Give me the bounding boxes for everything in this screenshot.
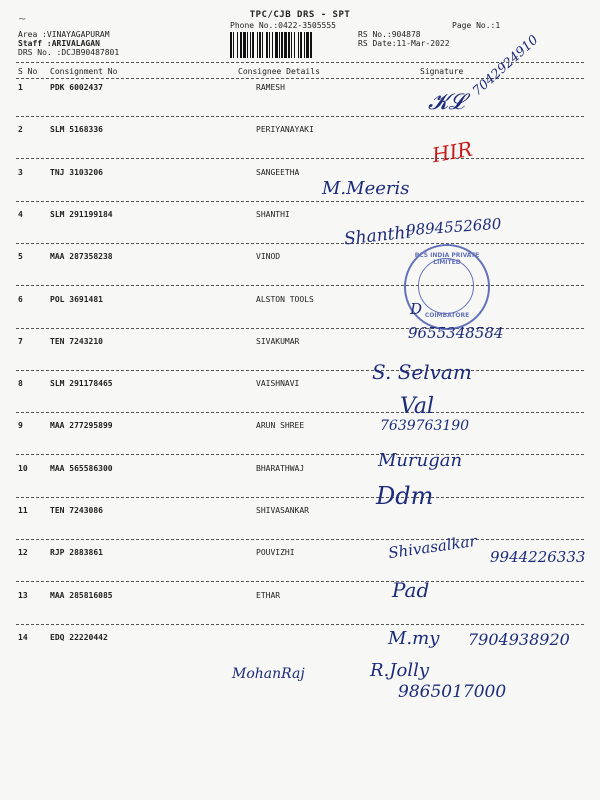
row-consignee: ETHAR bbox=[256, 591, 281, 600]
row-serial: 11 bbox=[18, 506, 28, 515]
phone-row-8: 7639763190 bbox=[380, 418, 470, 434]
row-divider bbox=[16, 497, 584, 498]
col-header-sno: S No bbox=[18, 67, 38, 76]
row-serial: 13 bbox=[18, 591, 28, 600]
row-consignee: PERIYANAYAKI bbox=[256, 125, 314, 134]
row-consignee: RAMESH bbox=[256, 83, 285, 92]
signature-row-1: 𝓚𝓛 bbox=[428, 90, 465, 115]
row-divider bbox=[16, 370, 584, 371]
barcode bbox=[230, 32, 354, 58]
row-consignment-no: TEN 7243086 bbox=[50, 506, 103, 515]
row-divider bbox=[16, 539, 584, 540]
page-number: Page No.:1 bbox=[452, 21, 501, 30]
row-consignment-no: PDK 6002437 bbox=[50, 83, 103, 92]
row-consignee: SHIVASANKAR bbox=[256, 506, 309, 515]
row-divider bbox=[16, 454, 584, 455]
row-consignee: ALSTON TOOLS bbox=[256, 295, 314, 304]
col-header-consignment: Consignment No bbox=[50, 67, 118, 76]
row-consignment-no: MAA 285816085 bbox=[50, 591, 113, 600]
row-divider bbox=[16, 243, 584, 244]
signature-row-9: Murugan bbox=[378, 450, 463, 471]
drs-number: DRS No. :DCJB90487801 bbox=[18, 48, 120, 57]
row-consignment-no: SLM 291178465 bbox=[50, 379, 113, 388]
staff-label: Staff :ARIVALAGAN bbox=[18, 39, 100, 48]
phone-row-1: 7042924910 bbox=[470, 32, 542, 100]
signature-row-4: Shanthi bbox=[343, 222, 412, 250]
signature-row-2: HIR bbox=[430, 136, 475, 168]
stamp-text: PCS INDIA PRIVATE LIMITED bbox=[414, 252, 480, 266]
signature-row-3: M.Meeris bbox=[322, 178, 410, 199]
rs-number: RS No.:904878 bbox=[358, 30, 421, 39]
signature-row-6: D bbox=[410, 300, 423, 318]
row-serial: 10 bbox=[18, 464, 28, 473]
signature-row-13: M.my bbox=[388, 628, 440, 649]
row-serial: 7 bbox=[18, 337, 23, 346]
signature-row-10: Ddm bbox=[376, 482, 434, 510]
signature-row-7: S. Selvam bbox=[372, 360, 472, 384]
row-serial: 8 bbox=[18, 379, 23, 388]
sheet-title: TPC/CJB DRS - SPT bbox=[249, 10, 351, 20]
row-consignment-no: RJP 2883861 bbox=[50, 548, 103, 557]
barcode-bar bbox=[312, 32, 313, 58]
row-consignee: BHARATHWAJ bbox=[256, 464, 305, 473]
header-right-block bbox=[358, 30, 450, 48]
phone-row-11: 9944226333 bbox=[490, 548, 586, 566]
row-consignee: VINOD bbox=[256, 252, 281, 261]
row-consignment-no: MAA 277295899 bbox=[50, 421, 113, 430]
row-serial: 14 bbox=[18, 633, 28, 642]
row-consignee: SIVAKUMAR bbox=[256, 337, 300, 346]
stamp-inner-ring bbox=[418, 258, 474, 314]
row-serial: 1 bbox=[18, 83, 23, 92]
phone-row-4: 9894552680 bbox=[405, 214, 502, 240]
phone-number: Phone No.:0422-3505555 bbox=[230, 21, 336, 30]
phone-row-13: 7904938920 bbox=[468, 630, 570, 649]
row-divider bbox=[16, 116, 584, 117]
row-divider bbox=[16, 412, 584, 413]
corner-mark: ~ bbox=[18, 14, 27, 25]
signature-row-12: Pad bbox=[392, 578, 430, 602]
row-divider bbox=[16, 624, 584, 625]
phone-row-6: 9655348584 bbox=[408, 324, 504, 342]
row-serial: 3 bbox=[18, 168, 23, 177]
row-consignment-no: MAA 565586300 bbox=[50, 464, 113, 473]
row-divider bbox=[16, 201, 584, 202]
row-serial: 6 bbox=[18, 295, 23, 304]
row-consignment-no: TNJ 3103206 bbox=[50, 168, 103, 177]
row-consignment-no: POL 3691481 bbox=[50, 295, 103, 304]
phone-row-14: 9865017000 bbox=[398, 682, 507, 702]
row-serial: 4 bbox=[18, 210, 23, 219]
row-serial: 5 bbox=[18, 252, 23, 261]
row-consignee: VAISHNAVI bbox=[256, 379, 300, 388]
col-header-signature: Signature bbox=[420, 67, 464, 76]
row-consignee: ARUN SHREE bbox=[256, 421, 305, 430]
header-left-block bbox=[18, 30, 119, 57]
row-consignee: POUVIZHI bbox=[256, 548, 295, 557]
row-serial: 9 bbox=[18, 421, 23, 430]
row-consignment-no: TEN 7243210 bbox=[50, 337, 103, 346]
row-consignment-no: EDQ 22220442 bbox=[50, 633, 108, 642]
row-divider bbox=[16, 285, 584, 286]
signature-row-8: Val bbox=[400, 394, 435, 419]
signature-row-14: R.Jolly bbox=[370, 660, 430, 681]
row-consignment-no: SLM 291199184 bbox=[50, 210, 113, 219]
row-consignment-no: MAA 287358238 bbox=[50, 252, 113, 261]
receiver-name-row-14: MohanRaj bbox=[232, 666, 305, 682]
row-consignee: SHANTHI bbox=[256, 210, 290, 219]
row-serial: 2 bbox=[18, 125, 23, 134]
row-consignment-no: SLM 5168336 bbox=[50, 125, 103, 134]
row-divider bbox=[16, 158, 584, 159]
row-consignee: SANGEETHA bbox=[256, 168, 300, 177]
stamp-subtext: COIMBATORE bbox=[424, 312, 470, 319]
col-header-consignee: Consignee Details bbox=[238, 67, 320, 76]
row-divider bbox=[16, 581, 584, 582]
area-label: Area :VINAYAGAPURAM bbox=[18, 30, 110, 39]
rs-date: RS Date:11-Mar-2022 bbox=[358, 39, 450, 48]
row-serial: 12 bbox=[18, 548, 28, 557]
signature-row-11: Shivasalkar bbox=[387, 531, 478, 563]
